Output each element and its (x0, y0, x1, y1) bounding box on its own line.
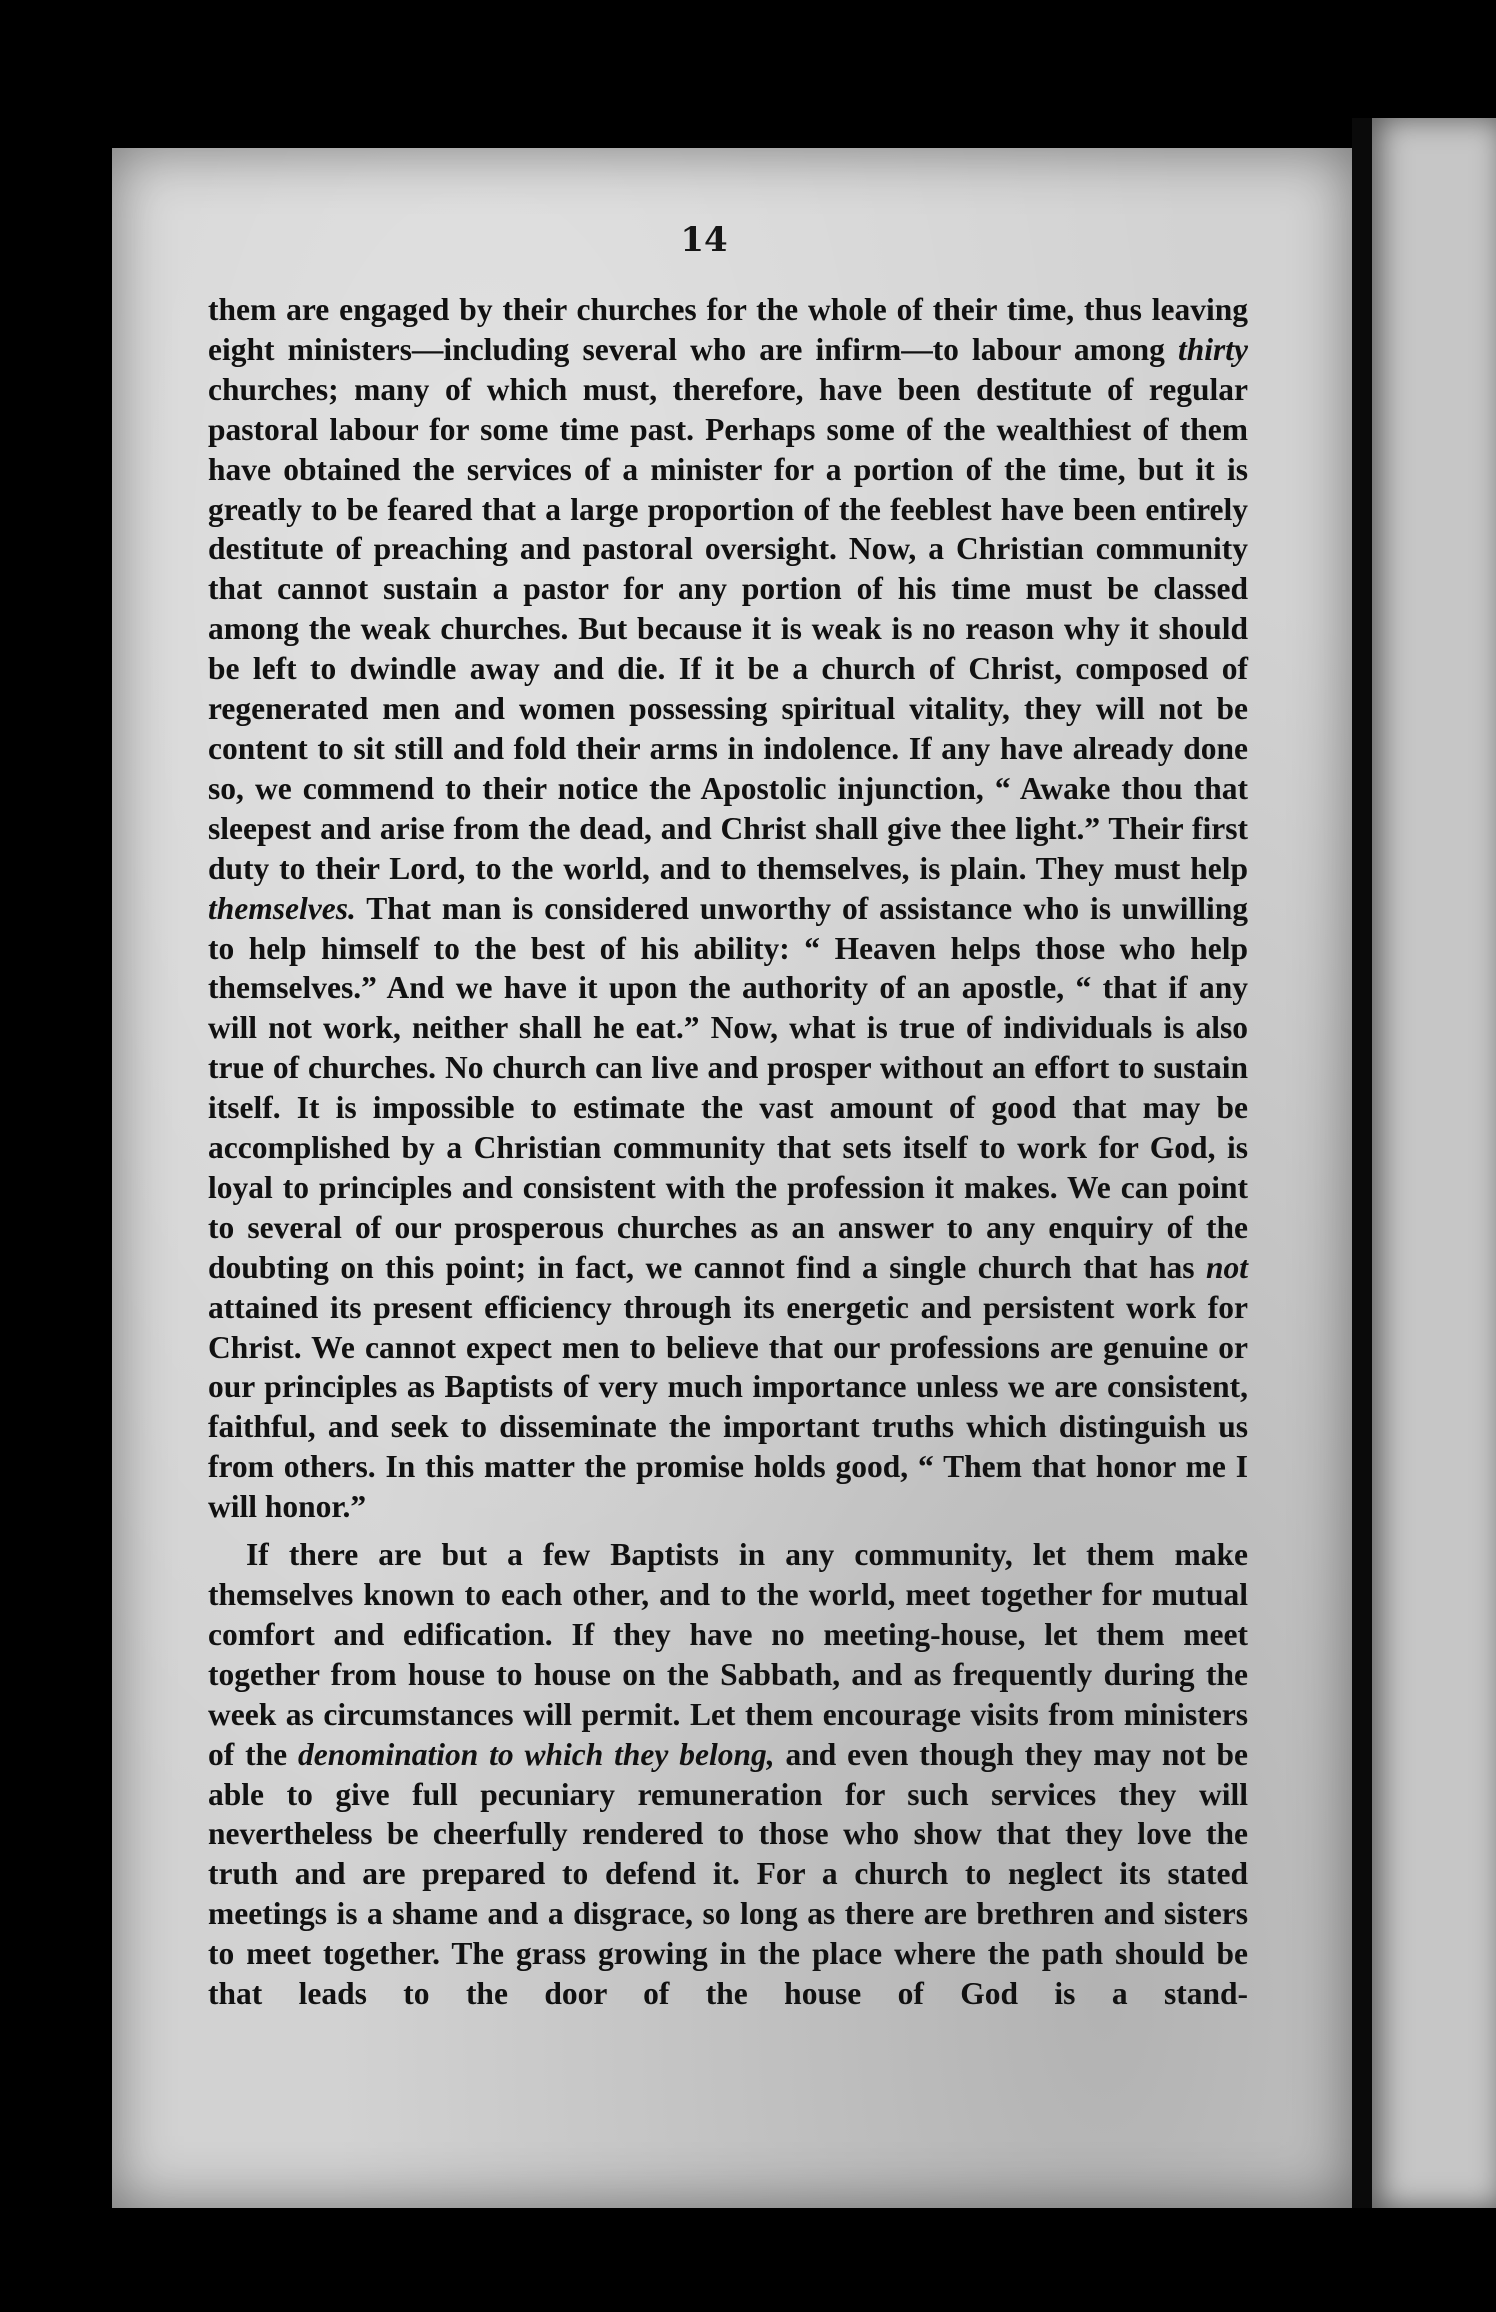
page-gutter (1352, 118, 1372, 2208)
text-segment: attained its present efficiency through its energetic and persistent work for Christ. We cannot expect men to believe that our professions are genuine or our principles as Baptists of very much importance unless we are consistent, faithful, and seek to disseminate the important truths which distinguish us from others. In this matter the promise holds good, “ Them that honor me I will honor.” (208, 1289, 1248, 1525)
text-segment: If there are but a few Baptists in any community, let them make themselves known to each other, and to the world, meet together for mutual comfort and edification. If they have no meeting-house, let them meet together from house to house on the Sabbath, and as frequently during the week as circumstances will permit. Let them encourage visits from ministers of the (208, 1537, 1248, 1772)
text-segment: them are engaged by their churches for the whole of their time, thus leaving eight ministers—including several who are infirm—to labour among (208, 292, 1248, 367)
facing-page-edge (1372, 118, 1496, 2208)
italic-segment: themselves. (208, 890, 356, 926)
text-segment: churches; many of which must, therefore, have been destitute of regular pastoral labour for some time past. Perhaps some of the wealthiest of them have obtained the services of a minister for a portion of the time, but it is greatly to be feared that a large proportion of the feeblest have been entirely destitute of preaching and pastoral oversight. Now, a Christian community that cannot sustain a pastor for any portion of his time must be classed among the weak churches. But because it is weak is no reason why it should be left to dwindle away and die. If it be a church of Christ, composed of regenerated men and women possessing spiritual vitality, they will not be content to sit still and fold their arms in indolence. If any have already done so, we commend to their notice the Apostolic injunction, “ Awake thou that sleepest and arise from the dead, and Christ shall give thee light.” Their first duty to their Lord, to the world, and to themselves, is plain. They must help (208, 371, 1248, 886)
paragraph (208, 290, 1248, 1527)
scanned-page (112, 148, 1352, 2208)
text-segment: and even though they may not be able to give full pecuniary remuneration for such services they will nevertheless be cheerfully rendered to those who show that they love the truth and are prepared to defend it. For a church to neglect its stated meetings is a shame and a disgrace, so long as there are brethren and sisters to meet together. The grass growing in the place where the path should be that leads to the door of the house of God is a stand- (208, 1736, 1248, 2012)
italic-segment: thirty (1177, 331, 1248, 367)
page-number: 14 (680, 220, 728, 260)
italic-segment: not (1205, 1249, 1248, 1285)
paragraph (208, 1535, 1248, 2014)
italic-segment: denomination to which they belong, (297, 1736, 775, 1772)
text-segment: That man is considered unworthy of assistance who is unwilling to help himself to the best of his ability: “ Heaven helps those who help themselves.” And we have it upon the authority of an apostle, “ that if any will not work, neither shall he eat.” Now, what is true of individuals is also true of churches. No church can live and prosper without an effort to sustain itself. It is impossible to estimate the vast amount of good that may be accomplished by a Christian community that sets itself to work for God, is loyal to principles and consistent with the profession it makes. We can point to several of our prosperous churches as an answer to any enquiry of the doubting on this point; in fact, we cannot find a single church that has (208, 890, 1248, 1285)
body-text (208, 290, 1248, 2014)
